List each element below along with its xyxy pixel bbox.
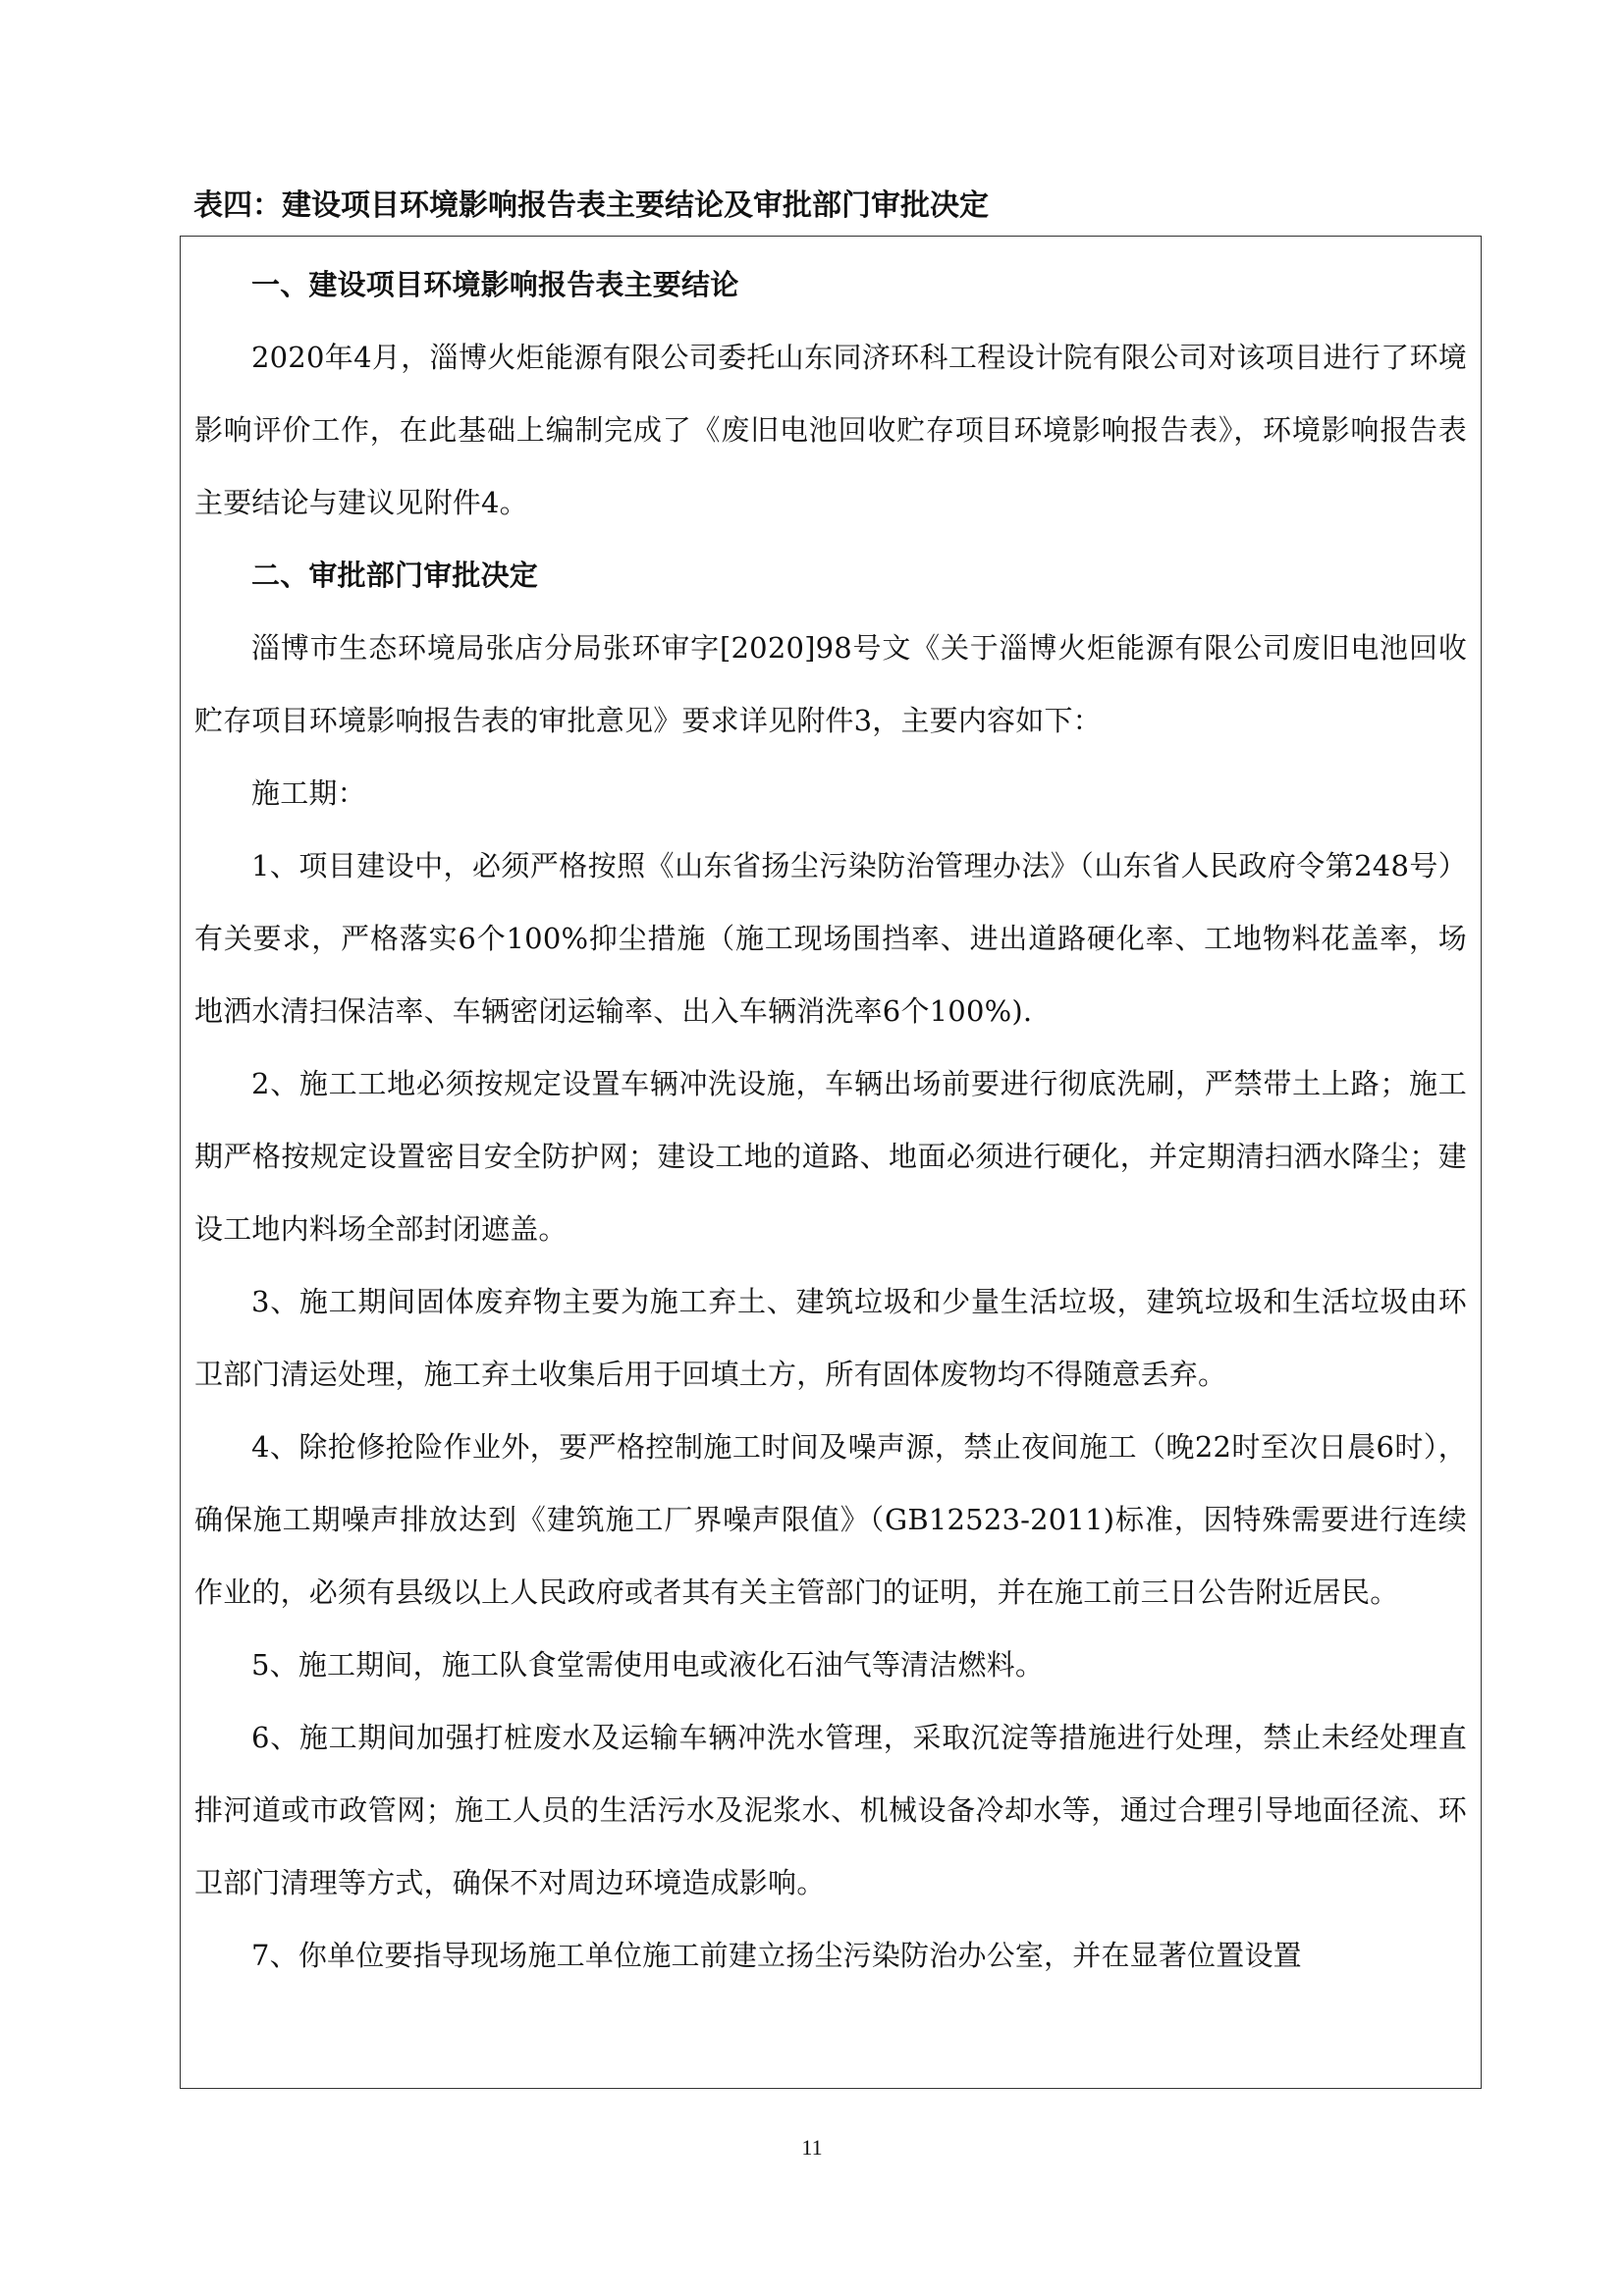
content-box xyxy=(180,236,1482,2089)
paragraph-approval-intro: 淄博市生态环境局张店分局张环审字[2020]98号文《关于淄博火炬能源有限公司废旧电池回收贮存项目环境影响报告表的审批意见》要求详见附件3，主要内容如下： xyxy=(194,631,1467,737)
paragraph-item-2: 2、施工工地必须按规定设置车辆冲洗设施，车辆出场前要进行彻底洗刷，严禁带土上路；施工期严格按规定设置密目安全防护网；建设工地的道路、地面必须进行硬化，并定期清扫洒水降尘；建设工地内料场全部封闭遮盖。 xyxy=(194,1067,1467,1246)
paragraph-item-3: 3、施工期间固体废弃物主要为施工弃土、建筑垃圾和少量生活垃圾，建筑垃圾和生活垃圾由环卫部门清运处理，施工弃土收集后用于回填土方，所有固体废物均不得随意丢弃。 xyxy=(194,1285,1467,1391)
paragraph-item-7: 7、你单位要指导现场施工单位施工前建立扬尘污染防治办公室，并在显著位置设置 xyxy=(251,1939,1302,1972)
paragraph-item-1: 1、项目建设中，必须严格按照《山东省扬尘污染防治管理办法》（山东省人民政府令第248号）有关要求，严格落实6个100%抑尘措施（施工现场围挡率、进出道路硬化率、工地物料花盖率，场地洒水清扫保洁率、车辆密闭运输率、出入车辆消洗率6个100%). xyxy=(194,849,1467,1028)
paragraph-conclusions: 2020年4月，淄博火炬能源有限公司委托山东同济环科工程设计院有限公司对该项目进行了环境影响评价工作，在此基础上编制完成了《废旧电池回收贮存项目环境影响报告表》，环境影响报告表主要结论与建议见附件4。 xyxy=(194,341,1467,519)
paragraph-item-6: 6、施工期间加强打桩废水及运输车辆冲洗水管理，采取沉淀等措施进行处理，禁止未经处理直排河道或市政管网；施工人员的生活污水及泥浆水、机械设备冷却水等，通过合理引导地面径流、环卫部门清理等方式，确保不对周边环境造成影响。 xyxy=(194,1721,1467,1899)
section-title-approval: 二、审批部门审批决定 xyxy=(251,559,539,592)
paragraph-construction-period: 施工期： xyxy=(251,776,366,810)
paragraph-item-4: 4、除抢修抢险作业外，要严格控制施工时间及噪声源，禁止夜间施工（晚22时至次日晨6时），确保施工期噪声排放达到《建筑施工厂界噪声限值》（GB12523-2011)标准，因特殊需要进行连续作业的，必须有县级以上人民政府或者其有关主管部门的证明，并在施工前三日公告附近居民。 xyxy=(194,1430,1467,1609)
page-number: 11 xyxy=(801,2135,823,2160)
table-heading: 表四：建设项目环境影响报告表主要结论及审批部门审批决定 xyxy=(193,188,989,223)
paragraph-item-5: 5、施工期间，施工队食堂需使用电或液化石油气等清洁燃料。 xyxy=(251,1648,1045,1682)
section-title-conclusions: 一、建设项目环境影响报告表主要结论 xyxy=(251,268,739,301)
